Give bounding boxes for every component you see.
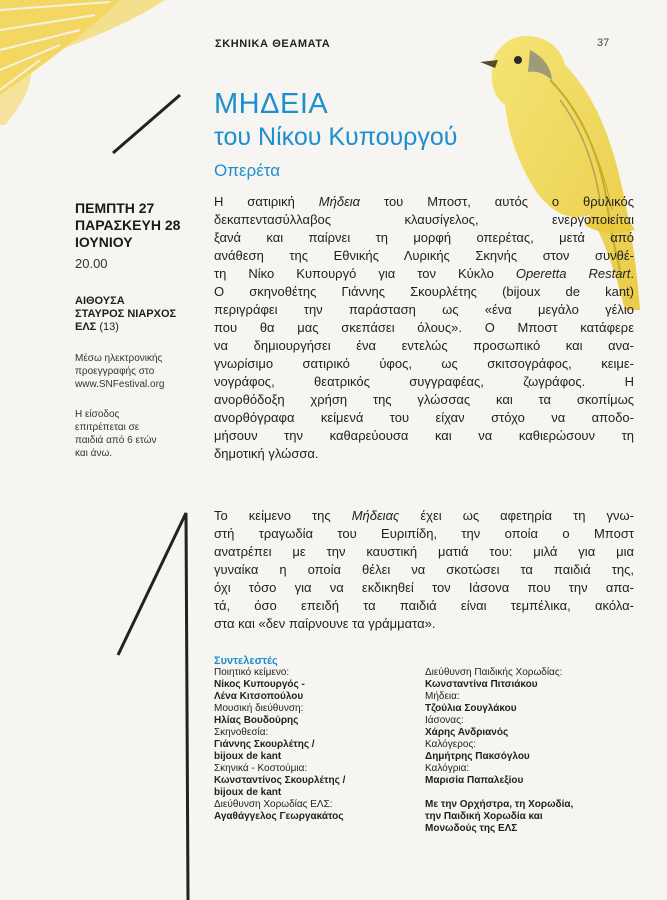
venue-line: ΕΛΣ — [75, 321, 97, 333]
text-line: ξανά και παίρνει τη μορφή οπερέτας, μετά από — [214, 230, 634, 245]
credit-role: Καλόγρια: — [425, 763, 470, 774]
section-header: ΣΚΗΝΙΚΑ ΘΕΑΜΑΤΑ — [215, 38, 331, 50]
credit-name: Κωνσταντίνα Πιτσιάκου — [425, 679, 538, 690]
booking-line: προεγγραφής στο — [75, 366, 155, 377]
text-line: μήσουν την καθαρεύουσα και να καθιερώσουν τη — [214, 428, 634, 443]
credit-name: bijoux de kant — [214, 751, 282, 762]
credit-role: Μήδεια: — [425, 691, 460, 702]
credit-role: Σκηνικά - Κοστούμια: — [214, 763, 308, 774]
text-line: ανορθόγραφα κείμενά του είχαν στόχο να αποδο- — [214, 410, 634, 425]
booking-website: www.SNFestival.org — [75, 379, 165, 390]
credit-role: Διεύθυνση Χορωδίας ΕΛΣ: — [214, 799, 333, 810]
text-line: όχι τόσο για να εκδικηθεί τον Ιάσονα που την απα- — [214, 580, 634, 595]
credit-name: Τζούλια Σουγλάκου — [425, 703, 517, 714]
venue-code: (13) — [99, 321, 119, 333]
text-line: δεκαπεντασύλλαβος κλαυσίγελος, ενεργοποιείται — [214, 212, 634, 227]
paragraph-1 — [214, 193, 634, 463]
text-line: τά, όσο επειδή τα παιδιά είναι τεμπέλικα, ακόλα- — [214, 598, 634, 613]
date-line: ΠΕΜΠΤΗ 27 — [75, 200, 155, 216]
venue-line: ΑΙΘΟΥΣΑ — [75, 295, 125, 307]
article-subtitle: του Νίκου Κυπουργού — [214, 123, 458, 151]
italic-title: Μήδεια — [318, 194, 361, 209]
credit-name: Δημήτρης Πακσόγλου — [425, 751, 530, 762]
paragraph-2 — [214, 507, 634, 633]
text-line: στα και «δεν παίρνουνε τα γράμματα». — [214, 616, 436, 631]
page-number: 37 — [597, 37, 610, 49]
text-line: γυναίκα η οποία θέλει να σκοτώσει τα παιδιά της, — [214, 562, 634, 577]
credit-name: bijoux de kant — [214, 787, 282, 798]
performance-time: 20.00 — [75, 256, 108, 271]
date-line: ΙΟΥΝΙΟΥ — [75, 234, 133, 250]
booking-info — [75, 352, 200, 391]
text-line: δημοτική γλώσσα. — [214, 446, 319, 461]
text-line: Το κείμενο της Μήδειας έχει ως αφετηρία τη γνω- — [214, 508, 634, 523]
booking-line: Μέσω ηλεκτρονικής — [75, 353, 163, 364]
credit-role: Σκηνοθεσία: — [214, 727, 269, 738]
text-line: στή τραγωδία του Ευριπίδη, την οποία ο Μποστ — [214, 526, 634, 541]
article-title: ΜΗΔΕΙΑ — [214, 88, 329, 120]
text-line: ανατρέπει με την καυστική ματιά του: μιλά για μια — [214, 544, 634, 559]
credit-name: Γιάννης Σκουρλέτης / — [214, 739, 315, 750]
credit-name: Λένα Κιτσοπούλου — [214, 691, 304, 702]
credit-role: Καλόγερος: — [425, 739, 477, 750]
text-line: ανορθόδοξη χρήση της γλώσσας και τα σκοπίμως — [214, 392, 634, 407]
text-line: τη Νίκο Κυπουργό για τον Κύκλο Operetta Restart. — [214, 266, 634, 281]
italic-title: Operetta Restart — [515, 266, 631, 281]
text-line: Η σατιρική Μήδεια του Μποστ, αυτός ο θρυλικός — [214, 194, 634, 209]
credit-name: Μαρισία Παπαλεξίου — [425, 775, 524, 786]
italic-title: Μήδειας — [351, 508, 400, 523]
date-line: ΠΑΡΑΣΚΕΥΗ 28 — [75, 217, 181, 233]
closing-note: την Παιδική Χορωδία και — [425, 811, 543, 822]
article-genre: Οπερέτα — [214, 161, 281, 180]
credit-role: Διεύθυνση Παιδικής Χορωδίας: — [425, 667, 563, 678]
text-line: που θα μας σκεπάσει όλους». Ο Μποστ κατάφερε — [214, 320, 634, 335]
credit-name: Αγαθάγγελος Γεωργακάτος — [214, 811, 344, 822]
text-line: Ο σκηνοθέτης Γιάννης Σκουρλέτης (bijoux de kant) — [214, 284, 634, 299]
entry-line: Η είσοδος — [75, 409, 120, 420]
closing-note: Με την Ορχήστρα, τη Χορωδία, — [425, 799, 574, 810]
text-line: να δημιουργήσει ένα εντελώς προσωπικό και ανα- — [214, 338, 634, 353]
text-line: νογράφος, θεατρικός συγγραφέας, ζωγράφος. Η — [214, 374, 634, 389]
credits-heading: Συντελεστές — [214, 655, 278, 667]
text-line: ανάθεση της Εθνικής Λυρικής Σκηνής στον συνθέ- — [214, 248, 634, 263]
credit-role: Ποιητικό κείμενο: — [214, 667, 290, 678]
text-line: περιγράφει την παράσταση ως «ένα μεγάλο γέλιο — [214, 302, 634, 317]
venue-line: ΣΤΑΥΡΟΣ ΝΙΑΡΧΟΣ — [75, 308, 177, 320]
credit-name: Νίκος Κυπουργός - — [214, 679, 305, 690]
credit-name: Κωνσταντίνος Σκουρλέτης / — [214, 775, 346, 786]
entry-line: επιτρέπεται σε — [75, 422, 140, 433]
venue — [75, 295, 200, 334]
credit-role: Ιάσονας: — [425, 715, 464, 726]
entry-note — [75, 408, 200, 460]
credit-role: Μουσική διεύθυνση: — [214, 703, 304, 714]
entry-line: παιδιά από 6 ετών — [75, 435, 157, 446]
closing-note: Μονωδούς της ΕΛΣ — [425, 823, 518, 834]
entry-line: και άνω. — [75, 448, 113, 459]
credit-name: Χάρης Ανδριανός — [425, 727, 509, 738]
performance-dates — [75, 200, 200, 251]
credit-name: Ηλίας Βουδούρης — [214, 715, 299, 726]
text-line: γνωρίσιμο σατιρικό ύφος, ως σκιτσογράφος, κειμε- — [214, 356, 634, 371]
credits-right-column — [425, 655, 630, 835]
credits-left-column — [214, 655, 404, 823]
